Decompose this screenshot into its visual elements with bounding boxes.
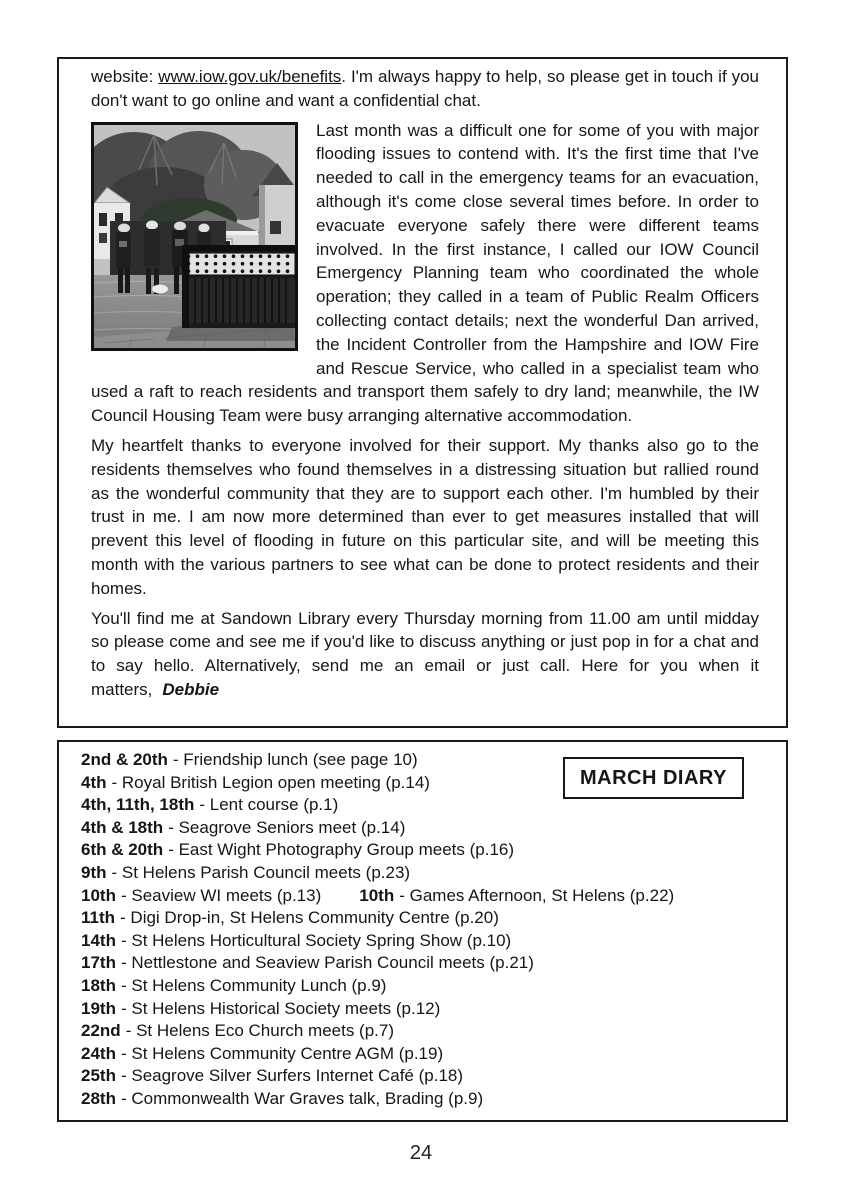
diary-desc: - St Helens Horticultural Society Spring Show (p.10) — [120, 930, 512, 950]
diary-desc: - St Helens Community Lunch (p.9) — [120, 975, 387, 995]
diary-desc: - St Helens Community Centre AGM (p.19) — [120, 1043, 444, 1063]
diary-desc: - Seagrove Seniors meet (p.14) — [168, 817, 406, 837]
diary-row — [81, 885, 770, 908]
diary-desc: - St Helens Historical Society meets (p.12) — [120, 998, 441, 1018]
diary-date: 22nd — [81, 1021, 121, 1041]
diary-date: 25th — [81, 1066, 116, 1086]
intro-paragraph — [91, 65, 759, 113]
diary-desc: - Friendship lunch (see page 10) — [172, 750, 418, 769]
fence — [166, 245, 295, 341]
diary-desc: - Seaview WI meets (p.13) — [120, 885, 322, 905]
diary-desc: - Lent course (p.1) — [199, 795, 339, 815]
page-number: 24 — [409, 1142, 433, 1164]
signature: Debbie — [162, 679, 220, 699]
diary-desc: - St Helens Parish Council meets (p.23) — [111, 862, 411, 882]
diary-row — [81, 1043, 770, 1066]
diary-row — [81, 1088, 770, 1111]
letter-box — [57, 57, 788, 728]
diary-row — [81, 1020, 770, 1043]
diary-date: 24th — [81, 1043, 116, 1063]
diary-desc: - Games Afternoon, St Helens (p.22) — [399, 885, 675, 905]
diary-date: 2nd & 20th — [81, 750, 168, 769]
diary-date: 10th — [359, 885, 395, 905]
diary-row — [81, 952, 770, 975]
diary-desc: - Commonwealth War Graves talk, Brading (p.9) — [120, 1088, 484, 1108]
diary-row — [81, 930, 770, 953]
diary-row — [81, 1065, 770, 1088]
diary-date: 9th — [81, 862, 107, 882]
diary-date: 4th — [81, 772, 107, 792]
flood-paragraph: Last month was a difficult one for some of you with major flooding issues to contend with. It's the first time that I've needed to call in the emergency teams for an evacuation, although it's come close several times before. In order to evacuate everyone safely there were different teams involved. In the first instance, I called our IOW Council Emergency Planning team who coordinated the whole operation; they called in a team of Public Realm Officers collecting contact details; next the wonderful Dan arrived, the Incident Controller from the Hampshire and IOW Fire and Rescue Service, who called in a specialist team who used a raft to reach residents and transport them safely to dry land; meanwhile, the IW Council Housing Team were busy arranging alternative accommodation. — [91, 120, 759, 426]
thanks-paragraph: My heartfelt thanks to everyone involved for their support. My thanks also go to the residents themselves who found themselves in a distressing situation but rallied round as the wonderful community that they are to support each other. I'm humbled by their trust in me. I am now more determined than ever to get measures installed that will prevent this level of flooding in future on this particular site, and will be meeting this month with the various partners to see what can be done to protect residents and their homes. — [91, 435, 759, 598]
flood-photo — [91, 122, 298, 351]
diary-desc: - Seagrove Silver Surfers Internet Café (p.18) — [120, 1066, 464, 1086]
diary-date: 17th — [81, 953, 116, 973]
diary-desc: - East Wight Photography Group meets (p.16) — [168, 840, 515, 860]
diary-title-box — [563, 757, 744, 799]
intro-prefix: website: — [91, 67, 159, 86]
diary-desc: - Royal British Legion open meeting (p.14) — [111, 772, 430, 792]
diary-desc: - Digi Drop-in, St Helens Community Centre (p.20) — [120, 908, 499, 928]
diary-desc: - St Helens Eco Church meets (p.7) — [125, 1021, 395, 1041]
diary-date: 19th — [81, 998, 116, 1018]
diary-title: MARCH DIARY — [580, 766, 727, 789]
diary-date: 4th, 11th, 18th — [81, 795, 195, 815]
library-paragraph — [91, 607, 759, 702]
diary-date: 14th — [81, 930, 116, 950]
website-link: www.iow.gov.uk/benefits — [158, 67, 342, 86]
diary-row — [81, 907, 770, 930]
diary-row — [81, 998, 770, 1021]
diary-date: 4th & 18th — [81, 817, 164, 837]
diary-date: 6th & 20th — [81, 840, 164, 860]
diary-date: 10th — [81, 885, 116, 905]
diary-row — [81, 862, 770, 885]
diary-desc: - Nettlestone and Seaview Parish Council meets (p.21) — [120, 953, 534, 973]
diary-row — [81, 817, 770, 840]
diary-row — [81, 839, 770, 862]
diary-row — [81, 975, 770, 998]
intro-suffix: . I'm always happy to help, so please get in touch if you don't want to go online and want a confidential chat. — [91, 67, 759, 110]
library-text: You'll find me at Sandown Library every Thursday morning from 11.00 am until midday so please come and see me if you'd like to discuss anything or just pop in for a chat and to say hello. Alternatively, send me an email or just call. Here for you when it matters, — [91, 608, 759, 699]
diary-date: 11th — [81, 908, 116, 928]
diary-date: 28th — [81, 1088, 116, 1108]
diary-box — [57, 740, 788, 1122]
diary-date: 18th — [81, 975, 116, 995]
